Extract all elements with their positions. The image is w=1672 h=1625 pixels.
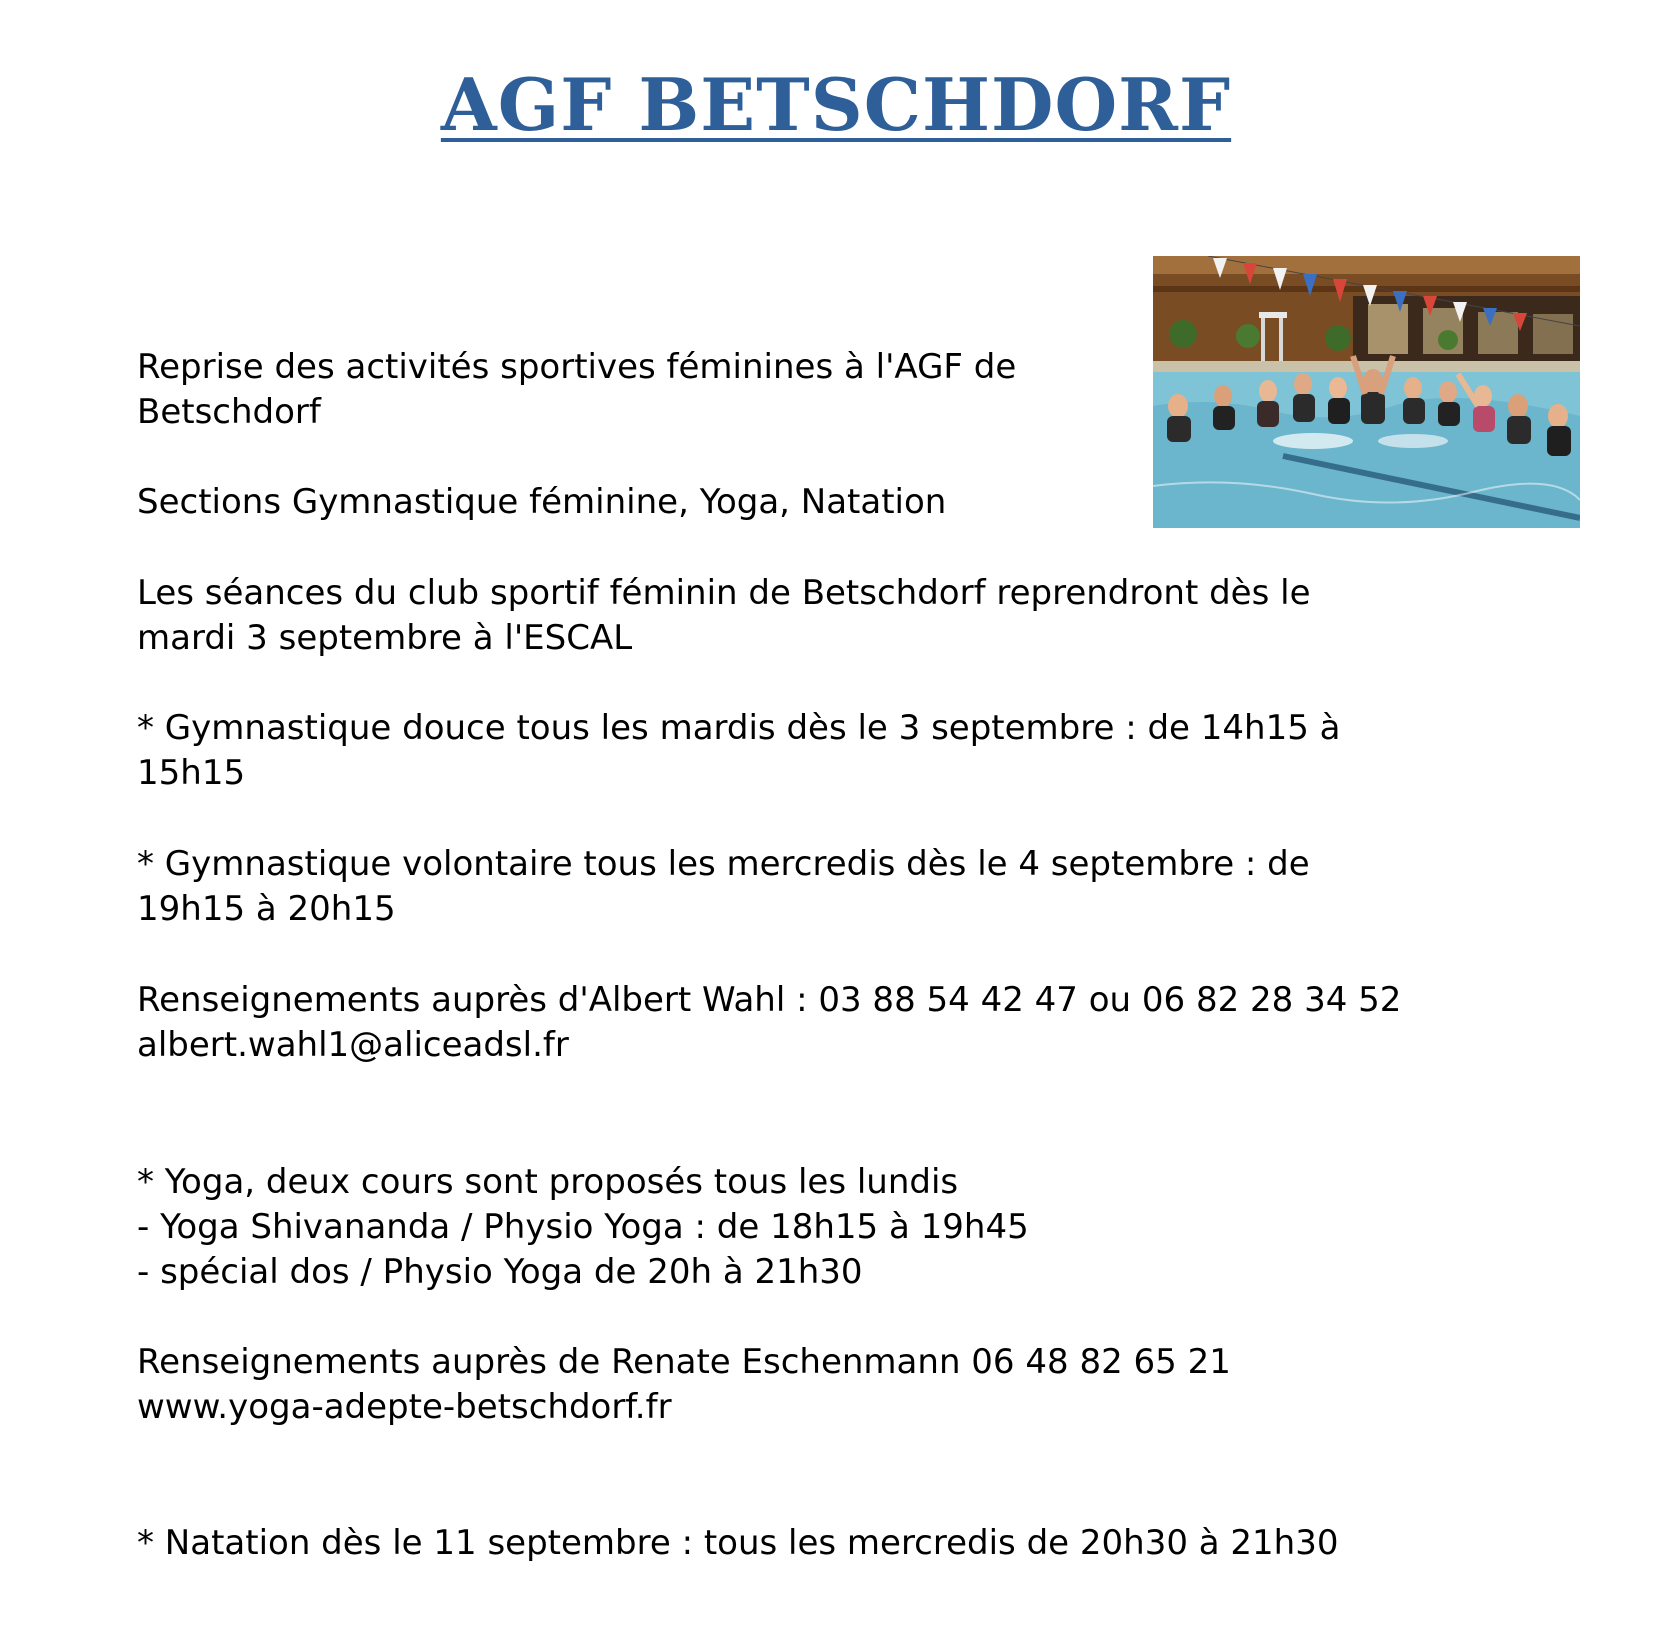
- gym-douce-paragraph: [137, 706, 1341, 796]
- pool-photo-illustration: [1153, 256, 1580, 528]
- contact-yoga-line-1: Renseignements auprès de Renate Eschenmann 06 48 82 65 21: [137, 1342, 1231, 1382]
- intro-line-1: Reprise des activités sportives féminines à l'AGF de: [137, 347, 1017, 387]
- contact-yoga-website[interactable]: www.yoga-adepte-betschdorf.fr: [137, 1387, 672, 1427]
- contact-yoga-paragraph: [137, 1340, 1231, 1430]
- intro-line-2: Betschdorf: [137, 392, 321, 432]
- contact-gym-line-1: Renseignements auprès d'Albert Wahl : 03 88 54 42 47 ou 06 82 28 34 52: [137, 980, 1402, 1020]
- gym-douce-line-1: * Gymnastique douce tous les mardis dès le 3 septembre : de 14h15 à: [137, 708, 1341, 748]
- yoga-line-3: - spécial dos / Physio Yoga de 20h à 21h30: [137, 1252, 863, 1292]
- yoga-line-1: * Yoga, deux cours sont proposés tous les lundis: [137, 1162, 959, 1202]
- sections-paragraph: [137, 480, 946, 525]
- seances-line-2: mardi 3 septembre à l'ESCAL: [137, 618, 633, 658]
- gym-volontaire-line-2: 19h15 à 20h15: [137, 889, 396, 929]
- natation-paragraph: [137, 1521, 1339, 1566]
- sections-line: Sections Gymnastique féminine, Yoga, Natation: [137, 482, 947, 522]
- intro-paragraph: [137, 345, 1016, 435]
- gym-douce-line-2: 15h15: [137, 753, 246, 793]
- gym-volontaire-paragraph: [137, 842, 1310, 932]
- yoga-line-2: - Yoga Shivananda / Physio Yoga : de 18h15 à 19h45: [137, 1207, 1029, 1247]
- contact-gym-email[interactable]: albert.wahl1@aliceadsl.fr: [137, 1025, 569, 1065]
- seances-line-1: Les séances du club sportif féminin de Betschdorf reprendront dès le: [137, 573, 1311, 613]
- gym-volontaire-line-1: * Gymnastique volontaire tous les mercredis dès le 4 septembre : de: [137, 844, 1310, 884]
- contact-gym-paragraph: [137, 978, 1401, 1068]
- natation-line: * Natation dès le 11 septembre : tous les mercredis de 20h30 à 21h30: [137, 1523, 1339, 1563]
- yoga-paragraph: [137, 1160, 1029, 1295]
- page-title: [0, 62, 1672, 147]
- page-title-text: AGF BETSCHDORF: [440, 62, 1232, 147]
- pool-photo: [1153, 256, 1580, 528]
- seances-paragraph: [137, 571, 1310, 661]
